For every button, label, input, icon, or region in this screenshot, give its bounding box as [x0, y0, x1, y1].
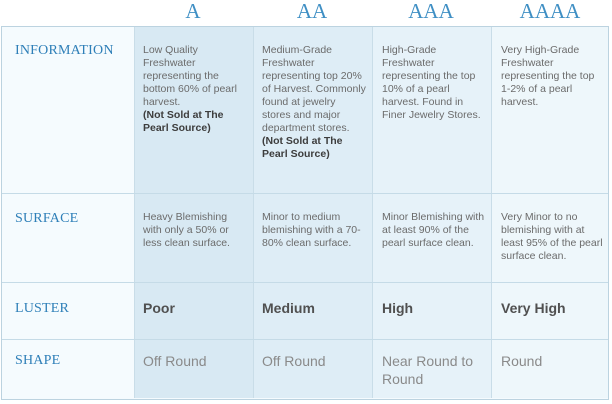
shape-cell-aaa: Near Round to Round: [382, 353, 474, 387]
row-divider: [2, 282, 608, 283]
information-cell-aa: [262, 44, 366, 161]
not-sold-note: (Not Sold at The Pearl Source): [143, 109, 224, 134]
not-sold-note: (Not Sold at The Pearl Source): [262, 135, 343, 160]
grade-a-heading: A: [185, 0, 201, 23]
information-cell-aaa: [382, 44, 488, 122]
column-divider: [253, 27, 254, 398]
row-label-luster: LUSTER: [15, 301, 70, 316]
luster-cell-aaa: High: [382, 300, 414, 316]
row-label-surface: SURFACE: [15, 211, 79, 226]
grade-aaaa-heading: AAAA: [519, 0, 581, 23]
luster-cell-a: Poor: [143, 300, 175, 316]
information-text: Medium-Grade Freshwater representing top 20% of Harvest. Commonly found at jewelry stores and major department stores.: [262, 44, 366, 134]
row-label-shape: SHAPE: [15, 353, 61, 368]
surface-cell-a: Heavy Blemishing with only a 50% or less clean surface.: [143, 211, 230, 249]
row-divider: [2, 193, 608, 194]
column-divider: [372, 27, 373, 398]
shape-cell-a: Off Round: [143, 353, 207, 369]
information-cell-aaaa: [501, 44, 605, 109]
column-divider: [491, 27, 492, 398]
surface-cell-aaa: Minor Blemishing with at least 90% of the pearl surface clean.: [382, 211, 485, 249]
shape-cell-aaaa: Round: [501, 353, 543, 369]
grade-aa-heading: AA: [296, 0, 328, 23]
luster-cell-aaaa: Very High: [501, 300, 566, 316]
grade-header-row: [0, 0, 612, 26]
luster-cell-aa: Medium: [262, 300, 315, 316]
information-text: Very High-Grade Freshwater representing the top 1-2% of a pearl harvest.: [501, 44, 595, 108]
shape-cell-aa: Off Round: [262, 353, 326, 369]
row-label-information: INFORMATION: [15, 43, 114, 58]
information-text: Low Quality Freshwater representing the bottom 60% of pearl harvest.: [143, 44, 237, 108]
information-text: High-Grade Freshwater representing the top 10% of a pearl harvest. Found in Finer Jewelry Stores.: [382, 44, 481, 121]
column-divider: [134, 27, 135, 398]
surface-cell-aa: Minor to medium blemishing with a 70-80% clean surface.: [262, 211, 361, 249]
row-divider: [2, 339, 608, 340]
information-cell-a: [143, 44, 247, 135]
grade-aaa-heading: AAA: [408, 0, 454, 23]
surface-cell-aaaa: Very Minor to no blemishing with at least 95% of the pearl surface clean.: [501, 211, 603, 262]
